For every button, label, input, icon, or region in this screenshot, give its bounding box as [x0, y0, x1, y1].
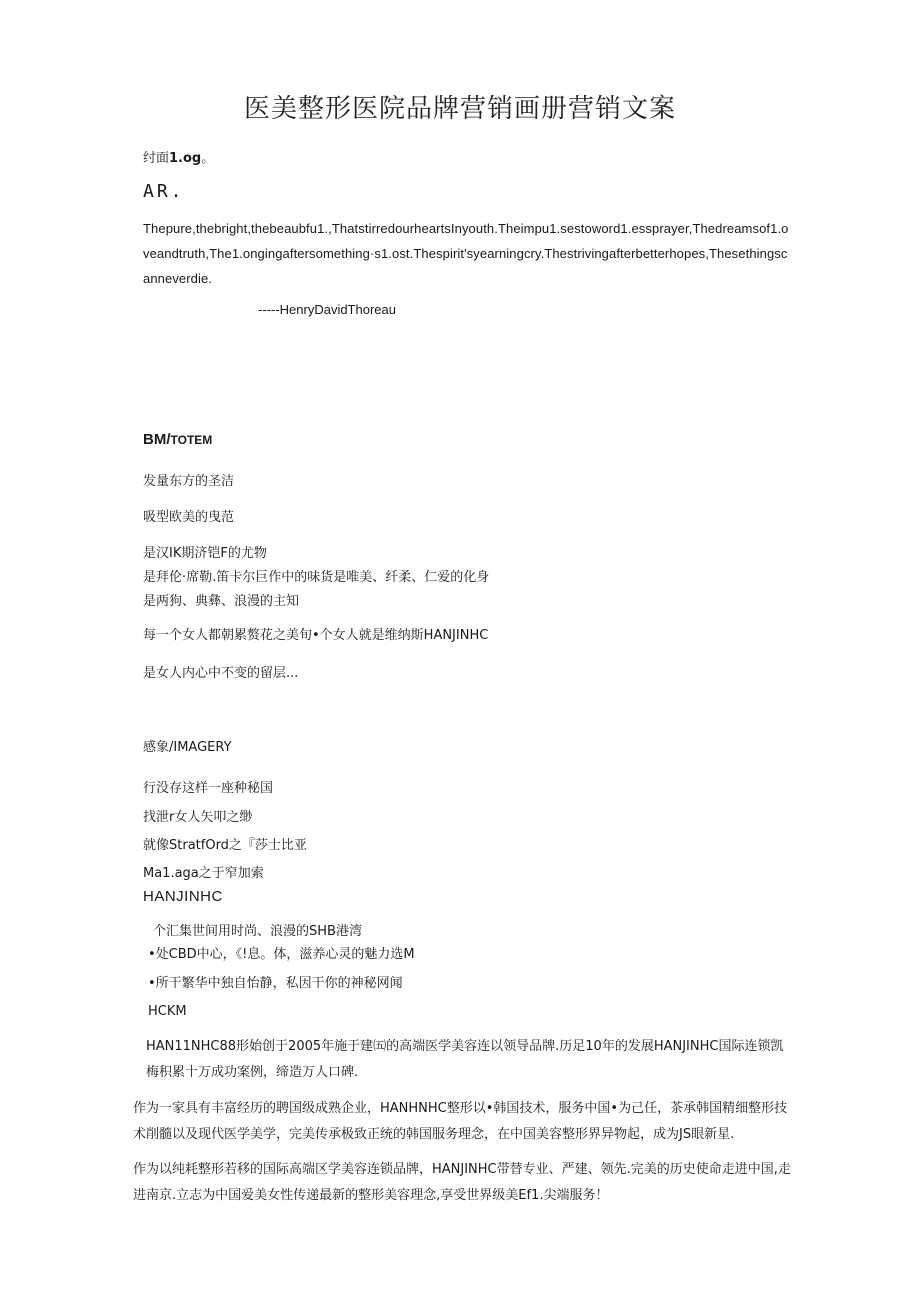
totem-line: 是两狗、典彝、浪漫的主知 — [143, 594, 300, 609]
cover-label-suffix: 。 — [201, 151, 215, 166]
hckm-heading: HCKM — [148, 1004, 187, 1019]
totem-line: 是汉IK期济铠F的尤物 — [143, 546, 267, 561]
imagery-brand: HANJINHC — [143, 888, 223, 905]
imagery-point: •处CBD中心，《!息。体，滋养心灵的魅力选M — [148, 947, 415, 962]
totem-line: 是女人内心中不变的留层... — [143, 666, 299, 681]
cover-label-prefix: 纣面 — [143, 151, 170, 166]
totem-heading-main: BM/ — [143, 431, 171, 448]
intro-paragraph: HAN11NHC88形始创于2005年施于建㈤的高端医学美容连以领导品牌.历足10年的发展HANJINHC国际连锁凯梅积累十万成功案例，缔造万人口碑. — [146, 1039, 784, 1080]
intro-paragraph: 作为以纯耗整形若移的国际高端区学美容连锁品牌，HANJINHC带替专业、严建、领先.完美的历史使命走进中国,走进南京.立志为中国爱美女性传递最新的整形美容理念,享受世界级美Ef1.尖端服务！ — [133, 1162, 791, 1203]
imagery-line: 行没存这样一座种秘国 — [143, 781, 274, 796]
imagery-heading: 感象/IMAGERY — [143, 740, 232, 755]
document-title: 医美整形医院品牌营销画册营销文案 — [243, 94, 676, 124]
cover-label — [143, 147, 214, 166]
imagery-point: 个汇集世间用时尚、浪漫的SHB港湾 — [153, 924, 362, 939]
intro-paragraph: 作为一家具有丰富经历的聘国级成熟企业，HANHNHC整形以•韩国技术，服务中国•为己任，茶承韩国精细整形技术削髓以及现代医学美学，完美传承极致正统的韩国服务理念，在中国美容整形界异物起，成为JS眼新星. — [133, 1101, 788, 1142]
imagery-line: Ma1.aga之于窄加索 — [143, 866, 264, 881]
imagery-line: 找泄r女人矢叩之缈 — [143, 810, 253, 825]
cover-label-logo: 1.og — [169, 151, 202, 166]
totem-heading-small: TOTEM — [170, 433, 213, 447]
imagery-line: 就像StratfOrd之『莎士比亚 — [143, 838, 307, 853]
imagery-point: •所干繁华中独自怡静，私因干你的神秘网闻 — [148, 976, 403, 991]
poem-attribution: -----HenryDavidThoreau — [258, 302, 396, 317]
totem-line: 是拜伦·席勒.笛卡尔巨作中的味货是唯美、纤柔、仁爱的化身 — [143, 570, 490, 585]
totem-line: 吸型欧美的曳范 — [143, 510, 235, 525]
totem-heading — [143, 431, 212, 448]
cover-ar-mark: AR. — [143, 181, 185, 202]
totem-line: 每一个女人都朝累赘花之美旬•个女人就是维纳斯HANJINHC — [143, 628, 489, 643]
poem-quote: Thepure,thebright,thebeaubfu1.,ThatstirredourheartsInyouth.Theimpu1.sestoword1.essprayer,Thedreamsof1.oveandtruth,The1.ongingaftersomething·s1.ost.Thespirit'syearningcry.Thestrivingafterbetterhopes,Thesethingscanneverdie. — [143, 221, 789, 286]
totem-line: 发量东方的圣洁 — [143, 474, 235, 489]
